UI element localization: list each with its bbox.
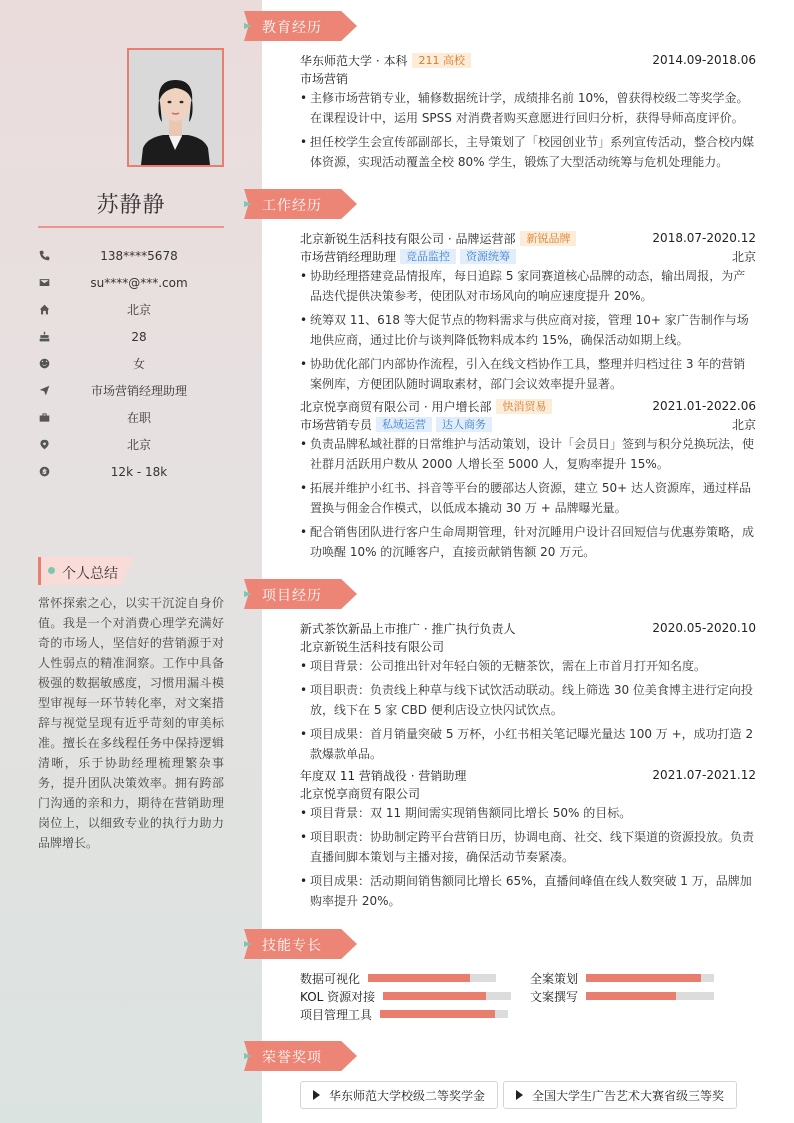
role-tag: 达人商务: [436, 417, 492, 432]
face-icon: [38, 357, 50, 369]
skill-bar: [586, 992, 714, 1000]
list-item: • 协助优化部门内部协作流程，引入在线文档协作工具，整理并归档过往 3 年的营销案例库，方便团队随时调取素材，部门会议效率提升显著。: [300, 354, 756, 394]
award-item: [503, 1081, 737, 1109]
money-icon: [38, 465, 50, 477]
project-company: 北京悦享商贸有限公司: [300, 786, 421, 801]
section-title: 技能专长: [262, 938, 322, 954]
role-tag: 竞品监控: [400, 249, 456, 264]
project-date: 2020.05-2020.10: [652, 621, 756, 635]
list-item: • 配合销售团队进行客户生命周期管理，针对沉睡用户设计召回短信与优惠券策略，成功唤醒 10% 的沉睡客户，直接贡献销售额 20 万元。: [300, 522, 756, 562]
list-item: • 主修市场营销专业，辅修数据统计学，成绩排名前 10%，曾获得校级二等奖学金。在课程设计中，运用 SPSS 对消费者购买意愿进行回归分析，获得导师高度评价。: [300, 88, 756, 128]
company-name: 北京新锐生活科技有限公司 · 品牌运营部: [300, 231, 516, 246]
work-role-row: [300, 415, 756, 433]
info-target-job: [38, 377, 224, 404]
contact-info-list: [38, 242, 224, 485]
education-block: [300, 51, 756, 176]
location-icon: [38, 438, 50, 450]
list-item: • 拓展并维护小红书、抖音等平台的腰部达人资源，建立 50+ 达人资源库，通过样品置换与佣金合作模式，以低成本撬动 30 万 + 品牌曝光量。: [300, 478, 756, 518]
section-title: 荣誉奖项: [262, 1050, 322, 1066]
skill-bar-fill: [383, 992, 485, 1000]
project-block-2: [300, 766, 756, 915]
education-header: [300, 51, 756, 69]
skill-name: KOL 资源对接: [300, 989, 376, 1004]
list-item: • 担任校学生会宣传部副部长，主导策划了「校园创业节」系列宣传活动，整合校内媒体资源，实现活动覆盖全校 80% 学生，锻炼了大型活动统筹与危机处理能力。: [300, 132, 756, 172]
info-location: [38, 431, 224, 458]
skill-bar-fill: [368, 974, 470, 982]
notch-icon: [244, 591, 252, 597]
list-item: • 项目成果：首月销量突破 5 万杯，小红书相关笔记曝光量达 100 万 +，成功打造 2 款爆款单品。: [300, 724, 756, 764]
info-text: 北京: [126, 303, 151, 317]
skill-name: 全案策划: [530, 971, 579, 986]
work-date: 2018.07-2020.12: [652, 231, 756, 245]
sidebar: [0, 0, 262, 1123]
project-bullets: [300, 803, 756, 911]
work-header: [300, 397, 756, 415]
skill-bar: [368, 974, 496, 982]
info-text: 女: [132, 357, 145, 371]
section-title: 教育经历: [262, 20, 322, 36]
education-major-row: [300, 69, 756, 87]
info-text: 在职: [126, 411, 151, 425]
skill-name: 文案撰写: [530, 989, 579, 1004]
company-tag: 快消贸易: [496, 399, 552, 414]
name-divider: [38, 226, 224, 228]
work-block-2: [300, 397, 756, 566]
role-tag: 私域运营: [376, 417, 432, 432]
skill-bar: [586, 974, 714, 982]
school-name: 华东师范大学 · 本科: [300, 53, 408, 68]
awards-list: [300, 1081, 742, 1109]
email-icon: [38, 276, 50, 288]
skill-item: [300, 969, 496, 987]
list-item: • 项目成果：活动期间销售额同比增长 65%，直播间峰值在线人数突破 1 万，品牌加购率提升 20%。: [300, 871, 756, 911]
work-block-1: [300, 229, 756, 398]
candidate-name: 苏静静: [96, 193, 166, 218]
company-tag: 新锐品牌: [520, 231, 576, 246]
skill-item: [300, 987, 511, 1005]
project-company-row: [300, 637, 756, 655]
info-salary: [38, 458, 224, 485]
project-title: 新式茶饮新品上市推广 · 推广执行负责人: [300, 621, 516, 636]
major: 市场营销: [300, 71, 349, 86]
list-item: • 项目背景：双 11 期间需实现销售额同比增长 50% 的目标。: [300, 803, 756, 823]
info-text: 28: [131, 329, 147, 344]
skill-item: [530, 987, 714, 1005]
play-icon: [516, 1090, 523, 1100]
notch-icon: [244, 201, 252, 207]
list-item: • 项目背景：公司推出针对年轻白领的无糖茶饮，需在上市首月打开知名度。: [300, 656, 756, 676]
info-home: [38, 296, 224, 323]
education-bullets: [300, 88, 756, 172]
project-header: [300, 619, 756, 637]
skill-bar-fill: [380, 1010, 495, 1018]
project-header: [300, 766, 756, 784]
info-gender: [38, 350, 224, 377]
briefcase-icon: [38, 411, 50, 423]
info-phone: [38, 242, 224, 269]
summary-heading: [38, 557, 134, 585]
info-status: [38, 404, 224, 431]
section-title: 工作经历: [262, 198, 322, 214]
skill-bar: [383, 992, 511, 1000]
award-item: [300, 1081, 498, 1109]
avatar: [127, 48, 224, 167]
project-title: 年度双 11 营销战役 · 营销助理: [300, 768, 467, 783]
section-skills: [244, 929, 357, 959]
play-icon: [313, 1090, 320, 1100]
info-text: 市场营销经理助理: [90, 384, 187, 398]
phone-icon: [38, 249, 50, 261]
list-item: • 协助经理搭建竞品情报库，每日追踪 5 家同赛道核心品牌的动态，输出周报，为产品迭代提供决策参考，使团队对市场风向的响应速度提升 20%。: [300, 266, 756, 306]
info-text: 12k - 18k: [110, 464, 168, 479]
list-item: • 项目职责：协助制定跨平台营销日历，协调电商、社交、线下渠道的资源投放。负责直播间脚本策划与主播对接，确保活动节奏紧凑。: [300, 827, 756, 867]
notch-icon: [244, 23, 252, 29]
notch-icon: [244, 941, 252, 947]
project-bullets: [300, 656, 756, 764]
skill-item: [300, 1005, 508, 1023]
work-date: 2021.01-2022.06: [652, 399, 756, 413]
skill-bar-fill: [586, 992, 676, 1000]
skill-name: 数据可视化: [300, 971, 361, 986]
summary-text: 常怀探索之心，以实干沉淀自身价值。我是一个对消费心理学充满好奇的市场人，坚信好的营销源于对人性弱点的精准洞察。工作中具备极强的数据敏感度，习惯用漏斗模型审视每一环节转化率，对文案措辞与视觉呈现有近乎苛刻的审美标准。擅长在多线程任务中保持逻辑清晰，乐于协助经理梳理繁杂事务，提升团队决策效率。拥有跨部门沟通的亲和力，期待在营销助理岗位上，以细致专业的执行力助力品牌增长。: [38, 596, 224, 850]
info-text: 138****5678: [100, 248, 178, 263]
list-item: • 统筹双 11、618 等大促节点的物料需求与供应商对接，管理 10+ 家广告制作与场地供应商，通过比价与谈判降低物料成本约 15%，确保活动如期上线。: [300, 310, 756, 350]
education-date: 2014.09-2018.06: [652, 53, 756, 67]
role: 市场营销专员: [300, 417, 373, 432]
work-role-row: [300, 247, 756, 265]
dot-icon: [48, 567, 55, 574]
notch-icon: [244, 1053, 252, 1059]
project-company-row: [300, 784, 756, 802]
list-item: • 负责品牌私域社群的日常维护与活动策划，设计「会员日」签到与积分兑换玩法，使社群月活跃用户数从 2000 人增长至 5000 人，复购率提升 15%。: [300, 434, 756, 474]
company-name: 北京悦享商贸有限公司 · 用户增长部: [300, 399, 492, 414]
work-bullets: [300, 266, 756, 394]
summary-title: 个人总结: [62, 566, 118, 582]
work-bullets: [300, 434, 756, 562]
skill-bar: [380, 1010, 508, 1018]
role: 市场营销经理助理: [300, 249, 397, 264]
award-label: 华东师范大学校级二等奖学金: [329, 1088, 486, 1103]
project-date: 2021.07-2021.12: [652, 768, 756, 782]
info-age: [38, 323, 224, 350]
project-company: 北京新锐生活科技有限公司: [300, 639, 445, 654]
section-project: [244, 579, 357, 609]
info-text: su****@***.com: [90, 275, 188, 290]
skill-name: 项目管理工具: [300, 1007, 373, 1022]
school-tag: 211 高校: [412, 53, 471, 68]
work-header: [300, 229, 756, 247]
role-tag: 资源统筹: [460, 249, 516, 264]
cake-icon: [38, 330, 50, 342]
project-block-1: [300, 619, 756, 768]
send-icon: [38, 384, 50, 396]
work-city: 北京: [731, 417, 756, 432]
section-work: [244, 189, 357, 219]
section-awards: [244, 1041, 357, 1071]
info-text: 北京: [126, 438, 151, 452]
portrait-image: [129, 50, 222, 165]
skill-item: [530, 969, 714, 987]
section-title: 项目经历: [262, 588, 322, 604]
home-icon: [38, 303, 50, 315]
section-education: [244, 11, 357, 41]
info-email: [38, 269, 224, 296]
work-city: 北京: [731, 249, 756, 264]
skill-bar-fill: [586, 974, 701, 982]
list-item: • 项目职责：负责线上种草与线下试饮活动联动。线上筛选 30 位美食博主进行定向投放，线下在 5 家 CBD 便利店设立快闪试饮点。: [300, 680, 756, 720]
award-label: 全国大学生广告艺术大赛省级三等奖: [532, 1088, 725, 1103]
